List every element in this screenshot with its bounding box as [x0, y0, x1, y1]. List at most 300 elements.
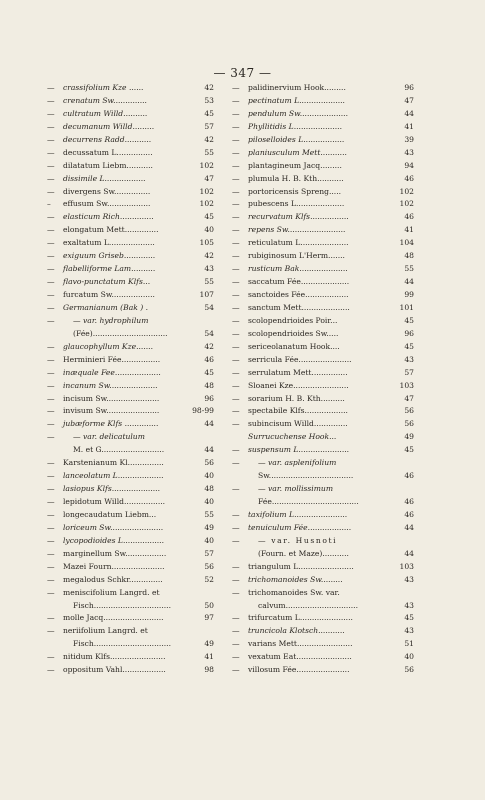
index-entry	[232, 548, 414, 561]
index-entry	[232, 250, 414, 263]
entry-dash: —	[232, 393, 240, 403]
index-entry	[47, 354, 214, 367]
index-entry	[47, 147, 214, 160]
index-entry	[47, 483, 214, 496]
entry-dash: —	[232, 173, 240, 183]
entry-dash: –	[47, 199, 51, 209]
index-entry	[47, 431, 214, 444]
entry-name: Sloanei Kze.......................	[248, 380, 349, 390]
entry-page-ref: 49	[204, 639, 214, 649]
entry-name: decurrens Radd...........	[63, 134, 152, 144]
entry-dash: —	[47, 613, 55, 623]
entry-name: exiguum Griseb.............	[63, 251, 156, 261]
entry-page-ref: 46	[404, 173, 414, 183]
entry-name: Phyllitidis L....................	[248, 121, 342, 131]
entry-dash: —	[47, 548, 55, 558]
entry-name: lepidotum Willd.................	[63, 497, 166, 506]
entry-page-ref: 44	[204, 445, 214, 455]
index-entry	[232, 224, 414, 237]
entry-dash: —	[47, 264, 55, 274]
index-entry	[232, 587, 414, 600]
entry-dash: —	[232, 613, 240, 623]
entry-dash: —	[232, 535, 240, 545]
index-entry	[232, 186, 414, 199]
index-entry	[232, 574, 414, 587]
entry-name: pubescens L....................	[248, 199, 345, 209]
entry-dash: —	[47, 147, 55, 157]
entry-name: sanctoides Fée..................	[248, 290, 349, 299]
entry-page-ref: 102	[199, 199, 214, 209]
entry-name: rubiginosum L'Herm.......	[248, 251, 345, 261]
index-entry	[232, 160, 414, 173]
entry-dash: —	[47, 535, 55, 545]
entry-name: serrulatum Mett...............	[248, 367, 348, 377]
entry-name: dissimile L.................	[63, 173, 146, 183]
entry-dash: —	[47, 665, 55, 675]
index-entry	[232, 367, 414, 380]
entry-dash: —	[232, 147, 240, 157]
index-entry	[232, 612, 414, 625]
entry-name: marginellum Sw.................	[63, 548, 167, 558]
index-entry	[232, 211, 414, 224]
entry-page-ref: 54	[204, 328, 214, 338]
entry-page-ref: 96	[404, 328, 414, 338]
index-entry	[47, 289, 214, 302]
index-entry	[232, 496, 414, 509]
entry-dash: —	[47, 290, 55, 299]
index-entry	[232, 664, 414, 677]
entry-page-ref: 43	[404, 354, 414, 364]
entry-name: megalodus Schkr..............	[63, 574, 163, 584]
entry-name: planiusculum Mett...........	[248, 147, 347, 157]
entry-name: portoricensis Spreng.....	[248, 186, 342, 196]
entry-page-ref: 105	[199, 238, 214, 248]
entry-name: effusum Sw..................	[63, 199, 151, 209]
entry-page-ref: 46	[404, 471, 414, 481]
entry-name: varians Mett.......................	[248, 639, 353, 649]
entry-name: (Fée)...............................	[73, 328, 168, 338]
entry-page-ref: 41	[404, 121, 414, 131]
entry-dash: —	[47, 432, 55, 442]
entry-dash: —	[47, 341, 55, 351]
entry-page-ref: 44	[404, 522, 414, 532]
entry-dash: —	[47, 134, 55, 144]
entry-page-ref: 49	[404, 432, 414, 442]
index-entry	[232, 341, 414, 354]
index-entry	[47, 418, 214, 431]
index-entry	[47, 405, 214, 418]
index-entry	[47, 393, 214, 406]
entry-page-ref: 45	[404, 613, 414, 623]
index-entry	[47, 561, 214, 574]
entry-name: Fisch................................	[73, 600, 171, 610]
entry-dash: —	[47, 497, 55, 506]
index-entry	[47, 224, 214, 237]
index-entry	[232, 431, 414, 444]
entry-page-ref: 57	[204, 548, 214, 558]
entry-page-ref: 56	[204, 561, 214, 571]
index-entry	[47, 664, 214, 677]
entry-dash: —	[47, 393, 55, 403]
entry-name: molle Jacq.........................	[63, 613, 164, 623]
entry-dash: —	[232, 341, 240, 351]
entry-page-ref: 96	[404, 83, 414, 92]
entry-name: scolopendrioides Sw.....	[248, 328, 339, 338]
entry-page-ref: 41	[404, 225, 414, 235]
entry-page-ref: 48	[404, 251, 414, 261]
entry-name: jubæforme Klfs ..............	[63, 419, 159, 429]
entry-page-ref: 46	[204, 354, 214, 364]
entry-page-ref: 102	[399, 199, 414, 209]
entry-dash: —	[47, 186, 55, 196]
index-entry	[232, 625, 414, 638]
entry-dash: —	[232, 315, 240, 325]
entry-page-ref: 40	[204, 535, 214, 545]
entry-page-ref: 98-99	[192, 406, 214, 416]
entry-name: longecaudatum Liebm...	[63, 509, 157, 519]
entry-dash: —	[47, 277, 55, 287]
entry-name: Sw...................................	[258, 471, 354, 481]
entry-page-ref: 40	[404, 652, 414, 662]
entry-dash: —	[232, 186, 240, 196]
entry-dash: —	[47, 251, 55, 261]
entry-dash: —	[232, 458, 240, 468]
index-entry	[232, 651, 414, 664]
entry-dash: —	[232, 95, 240, 105]
entry-dash: —	[232, 212, 240, 222]
entry-dash: —	[232, 290, 240, 299]
entry-name: — var. delicatulum	[73, 432, 145, 442]
index-entry	[232, 95, 414, 108]
index-entry	[232, 354, 414, 367]
entry-page-ref: 43	[404, 574, 414, 584]
entry-name: palidinervium Hook.........	[248, 83, 346, 92]
entry-page-ref: 51	[404, 639, 414, 649]
entry-dash: —	[47, 302, 55, 312]
entry-name: scolopendrioides Poir...	[248, 315, 338, 325]
index-entry	[47, 625, 214, 638]
entry-dash: —	[232, 302, 240, 312]
entry-dash: —	[47, 108, 55, 118]
entry-dash: —	[232, 251, 240, 261]
entry-dash: —	[232, 354, 240, 364]
entry-page-ref: 102	[199, 186, 214, 196]
index-column-left	[47, 82, 214, 677]
entry-page-ref: 42	[204, 341, 214, 351]
entry-page-ref: 43	[404, 626, 414, 636]
index-entry	[47, 134, 214, 147]
entry-name: calvum..............................	[258, 600, 359, 610]
entry-name: (Fourn. et Maze)...........	[258, 548, 349, 558]
page-number: — 347 —	[213, 66, 272, 80]
index-entry	[232, 108, 414, 121]
entry-page-ref: 55	[404, 264, 414, 274]
entry-name: crenatum Sw..............	[63, 95, 147, 105]
entry-dash: —	[47, 509, 55, 519]
entry-page-ref: 103	[399, 561, 414, 571]
entry-page-ref: 39	[404, 134, 414, 144]
entry-page-ref: 45	[404, 341, 414, 351]
entry-dash: —	[232, 238, 240, 248]
entry-dash: —	[232, 225, 240, 235]
entry-name: suspensum L.....................	[248, 445, 350, 455]
index-entry	[47, 535, 214, 548]
index-entry	[47, 198, 214, 211]
entry-name: furcatum Sw..................	[63, 290, 155, 299]
entry-name: exaltatum L...................	[63, 238, 155, 248]
entry-page-ref: 97	[204, 613, 214, 623]
entry-dash: —	[47, 121, 55, 131]
entry-dash: —	[232, 264, 240, 274]
entry-dash: —	[232, 445, 240, 455]
entry-name: Karstenianum Kl...............	[63, 458, 164, 468]
entry-page-ref: 44	[404, 548, 414, 558]
entry-page-ref: 57	[204, 121, 214, 131]
entry-dash: —	[232, 160, 240, 170]
index-entry	[232, 237, 414, 250]
entry-dash: —	[47, 587, 55, 597]
entry-name: plantagineum Jacq.........	[248, 160, 342, 170]
entry-dash: —	[47, 315, 55, 325]
entry-name: lasiopus Klfs....................	[63, 484, 161, 494]
entry-dash: —	[232, 587, 240, 597]
entry-page-ref: 46	[404, 212, 414, 222]
entry-dash: —	[47, 484, 55, 494]
entry-page-ref: 52	[204, 574, 214, 584]
index-entry	[232, 276, 414, 289]
entry-page-ref: 47	[404, 393, 414, 403]
entry-name: lycopodioides L.................	[63, 535, 165, 545]
entry-name: elasticum Rich..............	[63, 212, 154, 222]
index-entry	[47, 600, 214, 613]
index-entry	[47, 470, 214, 483]
entry-dash: —	[47, 574, 55, 584]
index-entry	[232, 535, 414, 548]
index-entry	[47, 548, 214, 561]
entry-page-ref: 45	[404, 315, 414, 325]
entry-dash: —	[232, 626, 240, 636]
entry-name: reticulatum L....................	[248, 238, 349, 248]
index-entry	[232, 470, 414, 483]
index-entry	[232, 147, 414, 160]
entry-name: — var. Husnoti	[258, 535, 338, 545]
index-entry	[47, 95, 214, 108]
index-entry	[47, 211, 214, 224]
entry-name: spectabile Klfs..................	[248, 406, 348, 416]
entry-dash: —	[47, 406, 55, 416]
entry-dash: —	[47, 367, 55, 377]
entry-page-ref: 56	[404, 665, 414, 675]
entry-page-ref: 57	[404, 367, 414, 377]
entry-name: meniscifolium Langrd. et	[63, 587, 160, 597]
entry-name: tenuiculum Fée..................	[248, 522, 352, 532]
entry-name: piloselloides L.................	[248, 134, 345, 144]
index-entry	[47, 509, 214, 522]
index-entry	[47, 638, 214, 651]
entry-name: Fée....................................	[258, 497, 359, 506]
entry-name: nitidum Klfs.......................	[63, 652, 166, 662]
entry-name: flabelliforme Lam..........	[63, 264, 156, 274]
entry-dash: —	[47, 95, 55, 105]
index-entry	[47, 108, 214, 121]
entry-dash: —	[232, 665, 240, 675]
index-entry	[47, 651, 214, 664]
index-entry	[232, 483, 414, 496]
entry-page-ref: 107	[199, 290, 214, 299]
index-entry	[232, 444, 414, 457]
entry-name: — var. asplenifolium	[258, 458, 337, 468]
entry-name: Fisch................................	[73, 639, 171, 649]
index-entry	[47, 276, 214, 289]
entry-page-ref: 48	[204, 484, 214, 494]
entry-name: villosum Fée......................	[248, 665, 350, 675]
entry-page-ref: 54	[204, 302, 214, 312]
entry-page-ref: 49	[204, 522, 214, 532]
index-entry	[232, 522, 414, 535]
entry-name: subincisum Willd..............	[248, 419, 348, 429]
entry-name: M. et G..........................	[73, 445, 165, 455]
entry-name: dilatatum Liebm...........	[63, 160, 153, 170]
entry-dash: —	[47, 626, 55, 636]
entry-page-ref: 44	[404, 108, 414, 118]
entry-name: rusticum Bak....................	[248, 264, 348, 274]
entry-page-ref: 56	[404, 419, 414, 429]
entry-name: decussatum L...............	[63, 147, 153, 157]
entry-name: sanctum Mett....................	[248, 302, 350, 312]
index-entry	[47, 121, 214, 134]
entry-page-ref: 96	[204, 393, 214, 403]
entry-name: neriifolium Langrd. et	[63, 626, 148, 636]
entry-page-ref: 102	[399, 186, 414, 196]
entry-name: decumanum Willd.........	[63, 121, 155, 131]
entry-page-ref: 104	[399, 238, 414, 248]
entry-page-ref: 47	[204, 173, 214, 183]
index-entry	[47, 302, 214, 315]
index-entry	[232, 302, 414, 315]
index-entry	[47, 457, 214, 470]
entry-name: elongatum Mett..............	[63, 225, 159, 235]
entry-dash: —	[47, 354, 55, 364]
index-entry	[232, 600, 414, 613]
index-entry	[232, 638, 414, 651]
entry-dash: —	[232, 83, 240, 92]
entry-page-ref: 42	[204, 83, 214, 92]
entry-dash: —	[232, 639, 240, 649]
entry-name: lanceolatum L...................	[63, 471, 164, 481]
index-entry	[232, 561, 414, 574]
entry-name: Mazei Fourn......................	[63, 561, 165, 571]
index-entry	[47, 82, 214, 95]
entry-page-ref: 42	[204, 134, 214, 144]
entry-dash: —	[47, 522, 55, 532]
index-entry	[47, 315, 214, 328]
entry-name: — var. hydrophilum	[73, 315, 149, 325]
entry-page-ref: 45	[404, 445, 414, 455]
entry-page-ref: 45	[204, 212, 214, 222]
entry-name: serricula Fée......................	[248, 354, 352, 364]
entry-dash: —	[232, 380, 240, 390]
entry-dash: —	[232, 328, 240, 338]
entry-name: plumula H. B. Kth...........	[248, 173, 344, 183]
entry-name: saccatum Fée....................	[248, 277, 350, 287]
entry-name: trichomanoides Sw.........	[248, 574, 343, 584]
entry-name: Surrucuchense Hook...	[248, 432, 337, 442]
entry-name: loriceum Sw......................	[63, 522, 164, 532]
entry-name: repens Sw........................	[248, 225, 346, 235]
entry-name: vexatum Eat.......................	[248, 652, 352, 662]
index-entry	[232, 315, 414, 328]
entry-page-ref: 42	[204, 251, 214, 261]
entry-page-ref: 55	[204, 147, 214, 157]
entry-dash: —	[47, 419, 55, 429]
index-entry	[232, 121, 414, 134]
index-entry	[47, 587, 214, 600]
entry-dash: —	[47, 380, 55, 390]
entry-name: sorarium H. B. Kth..........	[248, 393, 345, 403]
index-entry	[47, 522, 214, 535]
entry-dash: —	[232, 574, 240, 584]
index-entry	[232, 134, 414, 147]
entry-name: — var. mollissimum	[258, 484, 334, 494]
entry-page-ref: 43	[404, 600, 414, 610]
index-entry	[47, 574, 214, 587]
entry-page-ref: 44	[204, 419, 214, 429]
entry-page-ref: 56	[204, 458, 214, 468]
index-entry	[47, 341, 214, 354]
entry-page-ref: 43	[204, 264, 214, 274]
entry-name: sericeolanatum Hook....	[248, 341, 340, 351]
index-entry	[232, 405, 414, 418]
index-entry	[232, 328, 414, 341]
entry-page-ref: 40	[204, 471, 214, 481]
index-entry	[232, 198, 414, 211]
entry-name: trichomanoides Sw. var.	[248, 587, 340, 597]
index-entry	[47, 186, 214, 199]
entry-dash: —	[47, 225, 55, 235]
entry-name: invisum Sw......................	[63, 406, 160, 416]
entry-dash: —	[232, 522, 240, 532]
entry-page-ref: 41	[204, 652, 214, 662]
entry-dash: —	[232, 108, 240, 118]
index-entry	[47, 237, 214, 250]
entry-dash: —	[47, 561, 55, 571]
entry-name: oppositum Vahl..................	[63, 665, 166, 675]
entry-page-ref: 94	[404, 160, 414, 170]
entry-dash: —	[47, 173, 55, 183]
entry-dash: —	[47, 458, 55, 468]
entry-dash: —	[232, 509, 240, 519]
index-entry	[47, 496, 214, 509]
index-entry	[232, 393, 414, 406]
entry-page-ref: 99	[404, 290, 414, 299]
index-entry	[47, 263, 214, 276]
entry-dash: —	[47, 652, 55, 662]
entry-page-ref: 56	[404, 406, 414, 416]
index-entry	[47, 328, 214, 341]
index-entry	[232, 289, 414, 302]
entry-name: flavo-punctatum Klfs...	[63, 277, 151, 287]
entry-page-ref: 53	[204, 95, 214, 105]
entry-page-ref: 55	[204, 277, 214, 287]
entry-name: pendulum Sw....................	[248, 108, 349, 118]
entry-page-ref: 45	[204, 108, 214, 118]
entry-dash: —	[232, 484, 240, 494]
entry-dash: —	[232, 199, 240, 209]
entry-name: Herminieri Fée................	[63, 354, 161, 364]
entry-page-ref: 103	[399, 380, 414, 390]
entry-name: triangulum L.......................	[248, 561, 354, 571]
entry-page-ref: 46	[404, 509, 414, 519]
